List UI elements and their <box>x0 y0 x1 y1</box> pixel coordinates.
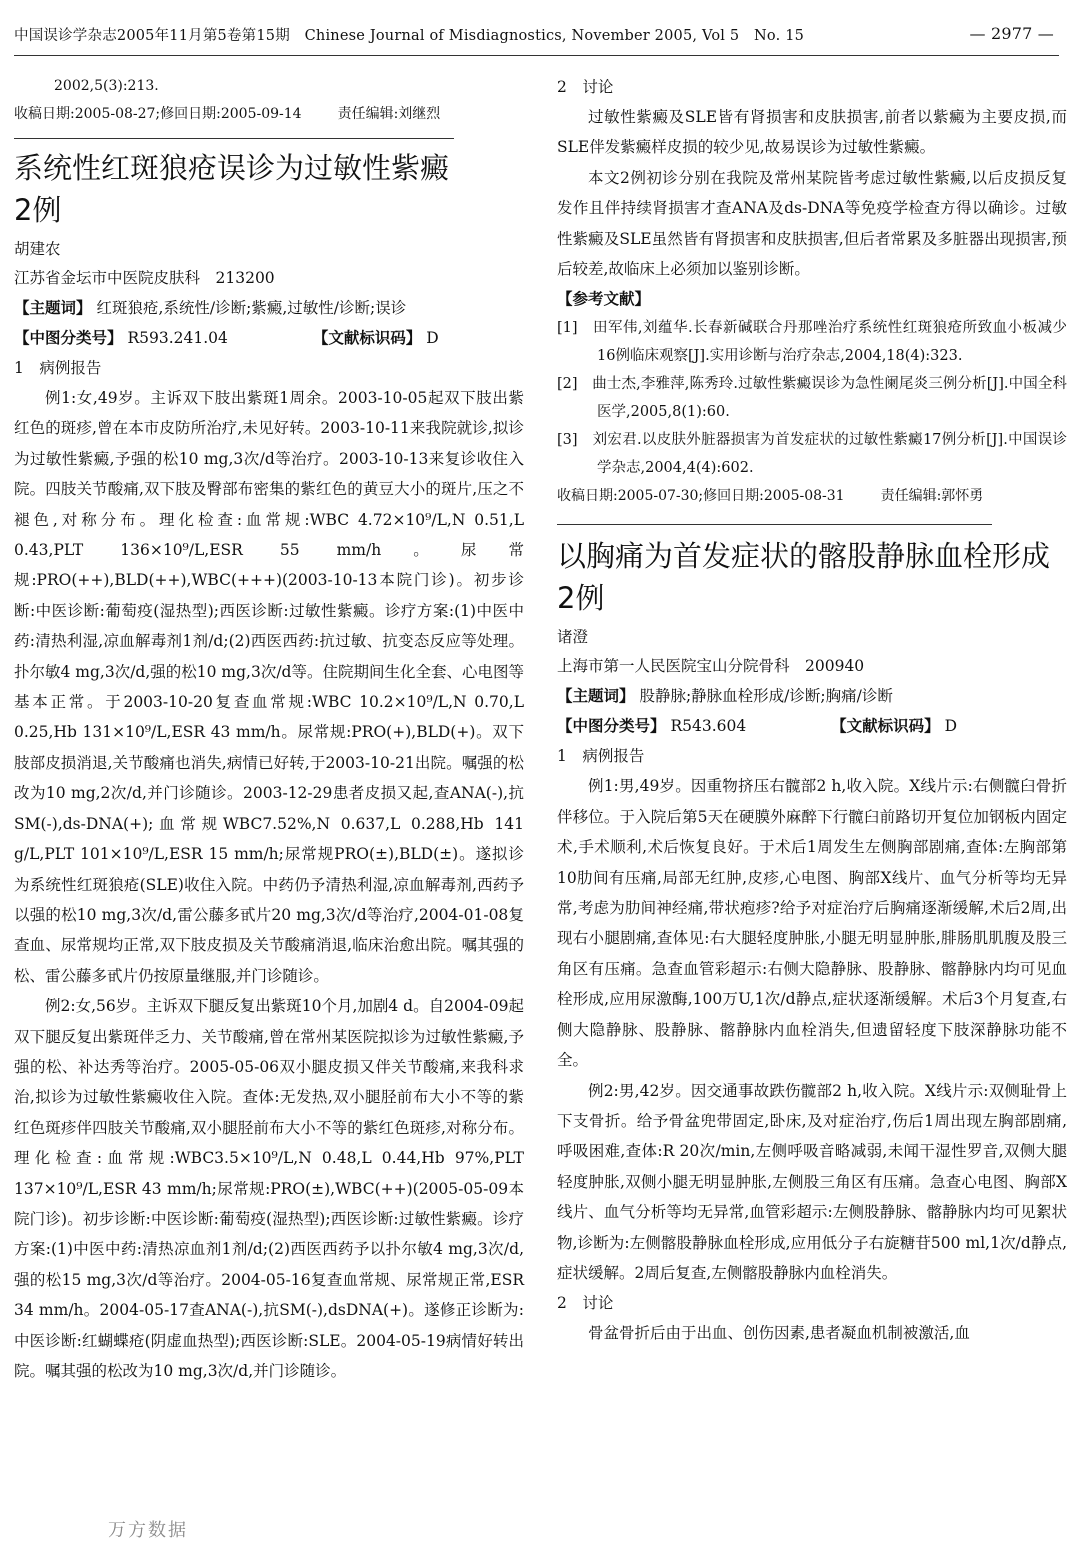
previous-article-reference-tail: 2002,5(3):213. <box>54 78 159 94</box>
article-author: 诸澄 <box>557 628 589 647</box>
case-paragraph-2: 例2:男,42岁。因交通事故跌伤髋部2 h,收入院。X线片示:双侧耻骨上下支骨折。给予骨盆兜带固定,卧床,及对症治疗,伤后1周出现左胸部剧痛,呼吸困难,查体:R 20次/min,左侧呼吸音略减弱,未闻干湿性罗音,双侧大腿轻度肿胀,双侧小腿无明显肿胀,左侧股三角区有压痛。急查心电图、胸部X线片、血气分析等均无异常,血管彩超示:左侧股静脉、髂静脉内均可见絮状物,诊断为:左侧髂股静脉血栓形成,应用低分子右旋糖苷500 ml,1次/d静点,症状缓解。2周后复查,左侧髂股静脉内血栓消失。 <box>557 1081 1067 1282</box>
right-column <box>557 72 1067 1349</box>
section-heading-discussion: 2 讨论 <box>557 1294 614 1313</box>
case-paragraph-2: 例2:女,56岁。主诉双下腿反复出紫斑10个月,加剧4 d。自2004-09起双下腿反复出紫斑伴乏力、关节酸痛,曾在常州某医院拟诊为过敏性紫癜,予强的松、补达秀等治疗。2005-05-06双小腿皮损又伴关节酸痛,来我科求治,拟诊为过敏性紫癜收住入院。查体:无发热,双小腿胫前布大小不等的紫红色斑疹伴四肢关节酸痛,双小腿胫前布大小不等的紫红色斑疹,对称分布。理化检查:血常规:WBC3.5×10⁹/L,N 0.48,L 0.44,Hb 97%,PLT 137×10⁹/L,ESR 43 mm/h;尿常规:PRO(±),WBC(++)(2005-05-09本院门诊)。初步诊断:中医诊断:葡萄疫(湿热型);西医诊断:过敏性紫癜。诊疗方案:(1)中医中药:清热凉血剂1剂/d;(2)西医西药予以扑尔敏4 mg,3次/d,强的松15 mg,3次/d等治疗。2004-05-16复查血常规、尿常规正常,ESR 34 mm/h。2004-05-17查ANA(-),抗SM(-),dsDNA(+)。遂修正诊断为:中医诊断:红蝴蝶疮(阴虚血热型);西医诊断:SLE。2004-05-19病情好转出院。嘱其强的松改为10 mg,3次/d,并门诊随诊。 <box>14 997 525 1380</box>
article-author: 胡建农 <box>14 240 61 258</box>
keywords-label: 【主题词】 <box>14 298 92 317</box>
reference-item: [1] 田军伟,刘蕴华.长春新碱联合丹那唑治疗系统性红斑狼疮所致血小板减少16例临床观察[J].实用诊断与治疗杂志,2004,18(4):323. <box>557 320 1067 365</box>
section-heading-case-report: 1 病例报告 <box>14 359 102 377</box>
article-dates <box>557 482 1067 510</box>
running-header <box>14 24 1054 52</box>
watermark: 万方数据 <box>108 1520 188 1541</box>
references-heading: 【参考文献】 <box>557 289 651 309</box>
discussion-paragraph-2: 本文2例初诊分别在我院及常州某院皆考虑过敏性紫癜,以后皮损反复发作且伴持续肾损害才查ANA及ds-DNA等免疫学检查方得以确诊。过敏性紫癜及SLE虽然皆有肾损害和皮肤损害,但后者常累及多脏器出现损害,预后较差,故临床上必须加以鉴别诊断。 <box>557 168 1067 279</box>
received-revised-dates: 收稿日期:2005-08-27;修回日期:2005-09-14 <box>14 106 302 122</box>
section-heading-discussion: 2 讨论 <box>557 78 614 96</box>
article-affiliation: 江苏省金坛市中医院皮肤科 213200 <box>14 269 275 287</box>
article-iliofemoral-thrombosis <box>557 535 1067 1348</box>
case-paragraph-1: 例1:男,49岁。因重物挤压右髋部2 h,收入院。X线片示:右侧髋臼骨折伴移位。于入院后第5天在硬膜外麻醉下行髋臼前路切开复位加钢板内固定术,手术顺利,术后恢复良好。于术后1周发生左侧胸部剧痛,查体:左胸部第10肋间有压痛,局部无红肿,皮疹,心电图、胸部X线片、血气分析等均无异常,考虑为肋间神经痛,带状疱疹?给予对症治疗后胸痛逐渐缓解,术后2周,出现右小腿剧痛,查体见:右大腿轻度肿胀,小腿无明显肿胀,腓肠肌肌腹及股三角区有压痛。急查血管彩超示:右侧大隐静脉、股静脉、髂静脉内均可见血栓形成,应用尿激酶,100万U,1次/d静点,症状逐渐缓解。术后3个月复查,右侧大隐静脉、股静脉、髂静脉内血栓消失,但遗留轻度下肢深静脉功能不全。 <box>557 777 1067 1070</box>
discussion-paragraph-1: 过敏性紫癜及SLE皆有肾损害和皮肤损害,前者以紫癜为主要皮损,而SLE伴发紫癜样皮损的较少见,故易误诊为过敏性紫癜。 <box>557 108 1067 157</box>
article-sle <box>14 147 524 1386</box>
clc-label: 【中图分类号】 <box>14 328 123 347</box>
keywords-label: 【主题词】 <box>557 686 635 706</box>
classification-row <box>557 711 1067 741</box>
responsible-editor: 责任编辑:郭怀勇 <box>880 488 984 505</box>
case-paragraph-1: 例1:女,49岁。主诉双下肢出紫斑1周余。2003-10-05起双下肢出紫红色的斑疹,曾在本市皮防所治疗,未见好转。2003-10-11来我院就诊,拟诊为过敏性紫癜,予强的松10 mg,3次/d等治疗。2003-10-13来复诊收住入院。四肢关节酸痛,双下肢及臀部布密集的紫红色的黄豆大小的斑片,压之不褪色,对称分布。理化检查:血常规:WBC 4.72×10⁹/L,N 0.51,L 0.43,PLT 136×10⁹/L,ESR 55 mm/h。尿常规:PRO(++),BLD(++),WBC(+++)(2003-10-13本院门诊)。初步诊断:中医诊断:葡萄疫(湿热型);西医诊断:过敏性紫癜。诊疗方案:(1)中医中药:清热利湿,凉血解毒剂1剂/d;(2)西医西药:抗过敏、抗变态反应等处理。扑尔敏4 mg,3次/d,强的松10 mg,3次/d等。住院期间生化全套、心电图等基本正常。于2003-10-20复查血常规:WBC 10.2×10⁹/L,N 0.70,L 0.25,Hb 131×10⁹/L,ESR 43 mm/h。尿常规:PRO(+),BLD(+)。双下肢部皮损消退,关节酸痛也消失,病情已好转,于2003-10-21出院。嘱强的松改为10 mg,2次/d,并门诊随诊。2003-12-29患者皮损又起,查ANA(-),抗SM(-),ds-DNA(+);血常规WBC7.52%,N 0.637,L 0.288,Hb 141 g/L,PLT 101×10⁹/L,ESR 15 mm/h;尿常规PRO(±),BLD(±)。遂拟诊为系统性红斑狼疮(SLE)收住入院。中药仍予清热利湿,凉血解毒剂,西药予以强的松10 mg,3次/d,雷公藤多甙片20 mg,3次/d等治疗,2004-01-08复查血、尿常规均正常,双下肢皮损及关节酸痛消退,临床治愈出院。嘱其强的松、雷公藤多甙片仍按原量继服,并门诊随诊。 <box>14 389 524 985</box>
article-divider <box>557 524 992 525</box>
discussion-paragraph-start: 骨盆骨折后由于出血、创伤因素,患者凝血机制被激活,血 <box>588 1324 970 1343</box>
clc-label: 【中图分类号】 <box>557 716 666 736</box>
classification-row <box>14 323 524 353</box>
reference-item: [3] 刘宏君.以皮肤外脏器损害为首发症状的过敏性紫癜17例分析[J].中国误诊学杂志,2004,4(4):602. <box>557 432 1067 477</box>
responsible-editor: 责任编辑:刘继烈 <box>337 106 441 122</box>
previous-article-dates <box>14 100 524 128</box>
article-divider <box>14 138 454 139</box>
journal-line: 中国误诊学杂志2005年11月第5卷第15期 Chinese Journal of Misdiagnostics, November 2005, Vol 5 No. 15 <box>14 28 805 44</box>
reference-item: [2] 曲士杰,李雅萍,陈秀玲.过敏性紫癜误诊为急性阑尾炎三例分析[J].中国全科医学,2005,8(1):60. <box>557 376 1067 421</box>
left-column <box>14 72 524 1386</box>
article-title: 以胸痛为首发症状的髂股静脉血栓形成2例 <box>557 539 1051 616</box>
keywords: 股静脉;静脉血栓形成/诊断;胸痛/诊断 <box>639 687 893 706</box>
doc-code: D <box>944 717 958 736</box>
keywords: 红斑狼疮,系统性/诊断;紫癜,过敏性/诊断;误诊 <box>96 299 407 317</box>
header-divider <box>14 55 1059 56</box>
page-number: — 2977 — <box>969 24 1054 43</box>
doc-code: D <box>426 329 439 347</box>
keywords-row <box>557 681 1067 711</box>
received-revised-dates: 收稿日期:2005-07-30;修回日期:2005-08-31 <box>557 488 845 505</box>
article-title: 系统性红斑狼疮误诊为过敏性紫癜2例 <box>14 151 450 227</box>
doc-code-label: 【文献标识码】 <box>831 716 940 736</box>
section-heading-case-report: 1 病例报告 <box>557 747 645 766</box>
clc-number: R543.604 <box>670 717 747 736</box>
doc-code-label: 【文献标识码】 <box>312 328 422 347</box>
article-affiliation: 上海市第一人民医院宝山分院骨科 200940 <box>557 657 865 676</box>
keywords-row <box>14 293 524 323</box>
clc-number: R593.241.04 <box>127 329 228 347</box>
